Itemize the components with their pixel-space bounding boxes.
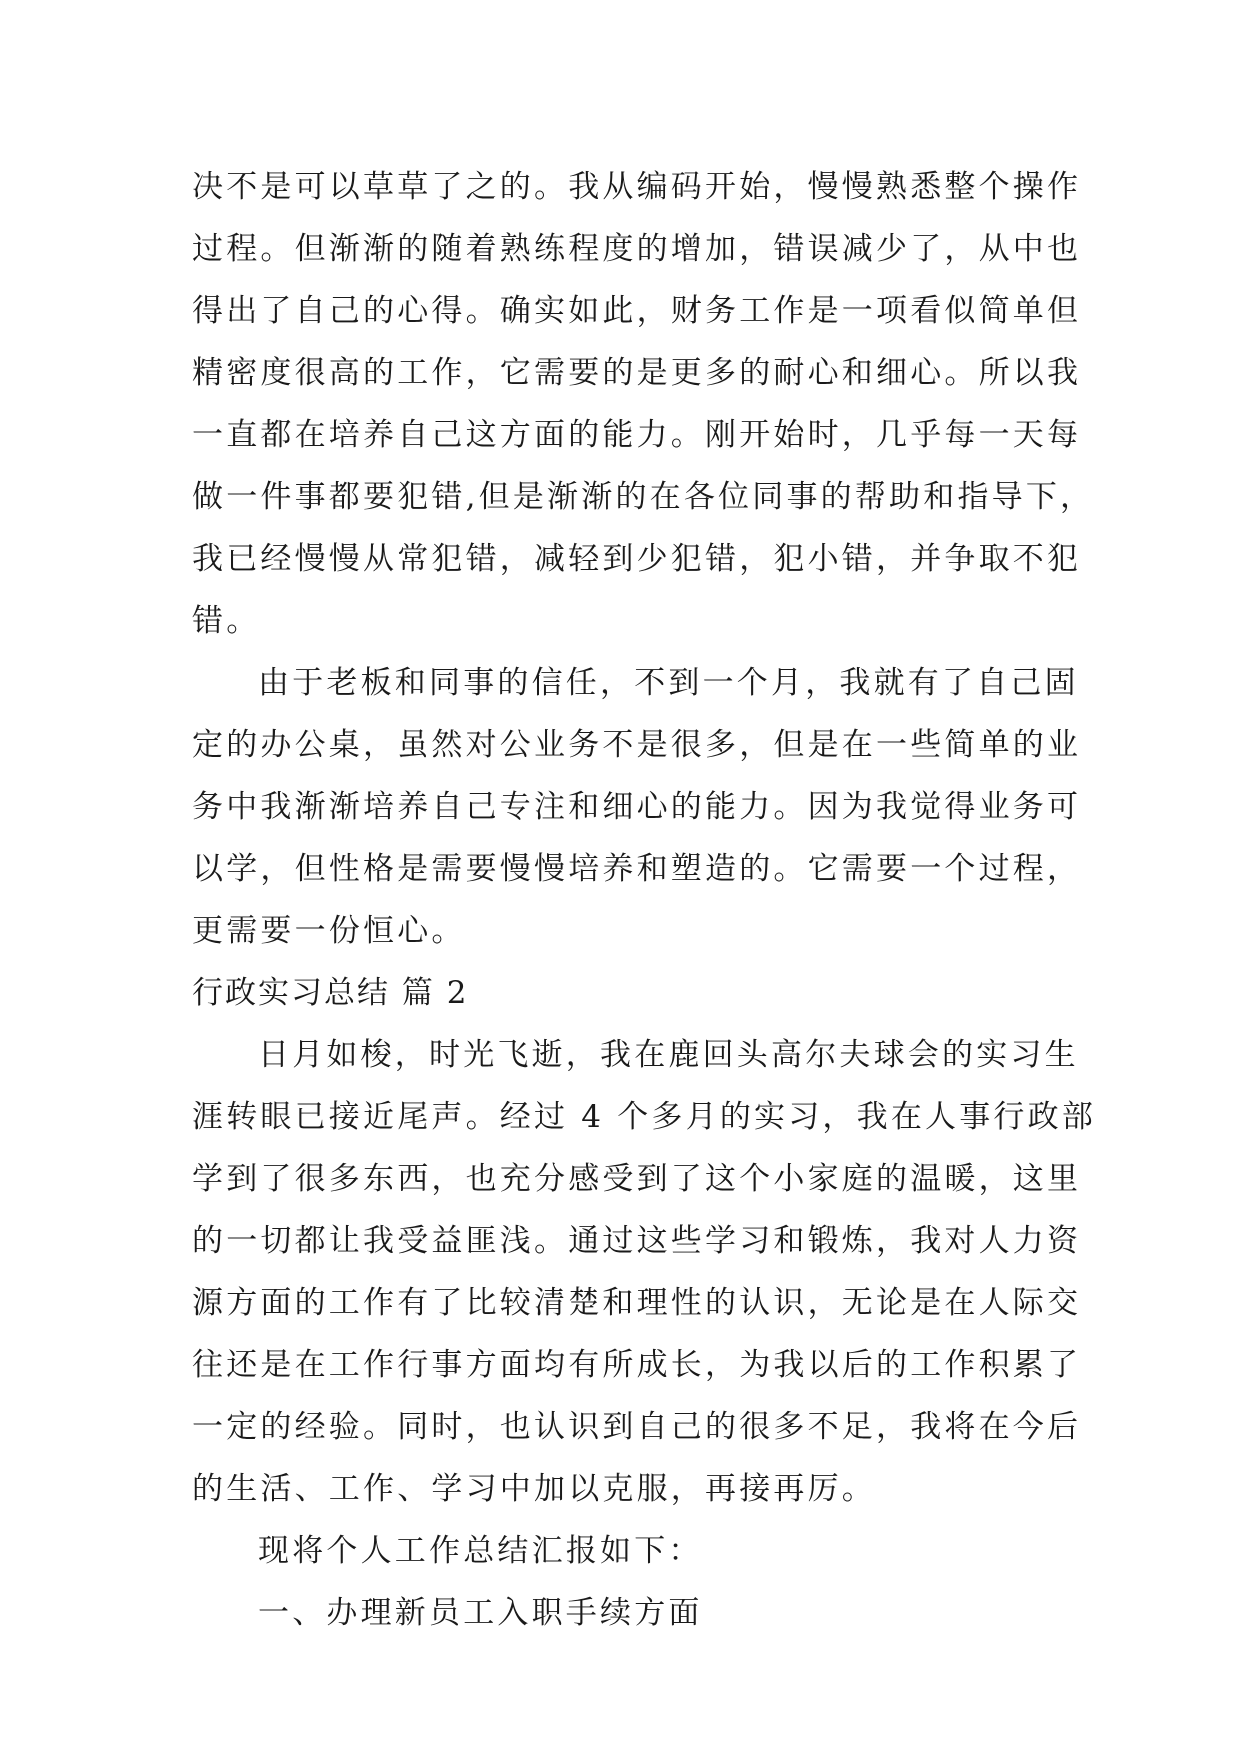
text-line: 由于老板和同事的信任，不到一个月，我就有了自己固: [258, 665, 1079, 701]
paragraph-internship: [192, 1024, 1097, 1520]
text-line: 过程。但渐渐的随着熟练程度的增加，错误减少了，从中也: [192, 231, 1082, 267]
paragraph-trust: [192, 652, 1082, 962]
text-line: 我已经慢慢从常犯错，减轻到少犯错，犯小错，并争取不犯: [192, 541, 1082, 577]
text-line: 决不是可以草草了之的。我从编码开始，慢慢熟悉整个操作: [192, 169, 1082, 205]
text-line: 往还是在工作行事方面均有所成长，为我以后的工作积累了: [192, 1347, 1082, 1383]
text-line: 精密度很高的工作，它需要的是更多的耐心和细心。所以我: [192, 355, 1082, 391]
text-line: 涯转眼已接近尾声。经过 4 个多月的实习，我在人事行政部: [192, 1099, 1097, 1135]
section-heading: 行政实习总结 篇 2: [192, 975, 469, 1011]
document-body: [192, 156, 1097, 1644]
paragraph-section-one: 一、办理新员工入职手续方面: [258, 1595, 703, 1631]
text-line: 的生活、工作、学习中加以克服，再接再厉。: [192, 1471, 876, 1507]
text-line: 更需要一份恒心。: [192, 913, 466, 949]
text-line: 务中我渐渐培养自己专注和细心的能力。因为我觉得业务可: [192, 789, 1082, 825]
paragraph-finance-work: [192, 156, 1095, 652]
text-line: 做一件事都要犯错,但是渐渐的在各位同事的帮助和指导下，: [192, 479, 1095, 515]
text-line: 学到了很多东西，也充分感受到了这个小家庭的温暖，这里: [192, 1161, 1082, 1197]
text-line: 得出了自己的心得。确实如此，财务工作是一项看似简单但: [192, 293, 1082, 329]
text-line: 定的办公桌，虽然对公业务不是很多，但是在一些简单的业: [192, 727, 1082, 763]
text-line: 的一切都让我受益匪浅。通过这些学习和锻炼，我对人力资: [192, 1223, 1082, 1259]
text-line: 源方面的工作有了比较清楚和理性的认识，无论是在人际交: [192, 1285, 1082, 1321]
text-line: 以学，但性格是需要慢慢培养和塑造的。它需要一个过程，: [192, 851, 1082, 887]
paragraph-summary-intro: 现将个人工作总结汇报如下：: [258, 1533, 703, 1569]
text-line: 错。: [192, 603, 261, 639]
text-line: 一定的经验。同时，也认识到自己的很多不足，我将在今后: [192, 1409, 1082, 1445]
text-line: 一直都在培养自己这方面的能力。刚开始时，几乎每一天每: [192, 417, 1082, 453]
text-line: 日月如梭，时光飞逝，我在鹿回头高尔夫球会的实习生: [258, 1037, 1079, 1073]
